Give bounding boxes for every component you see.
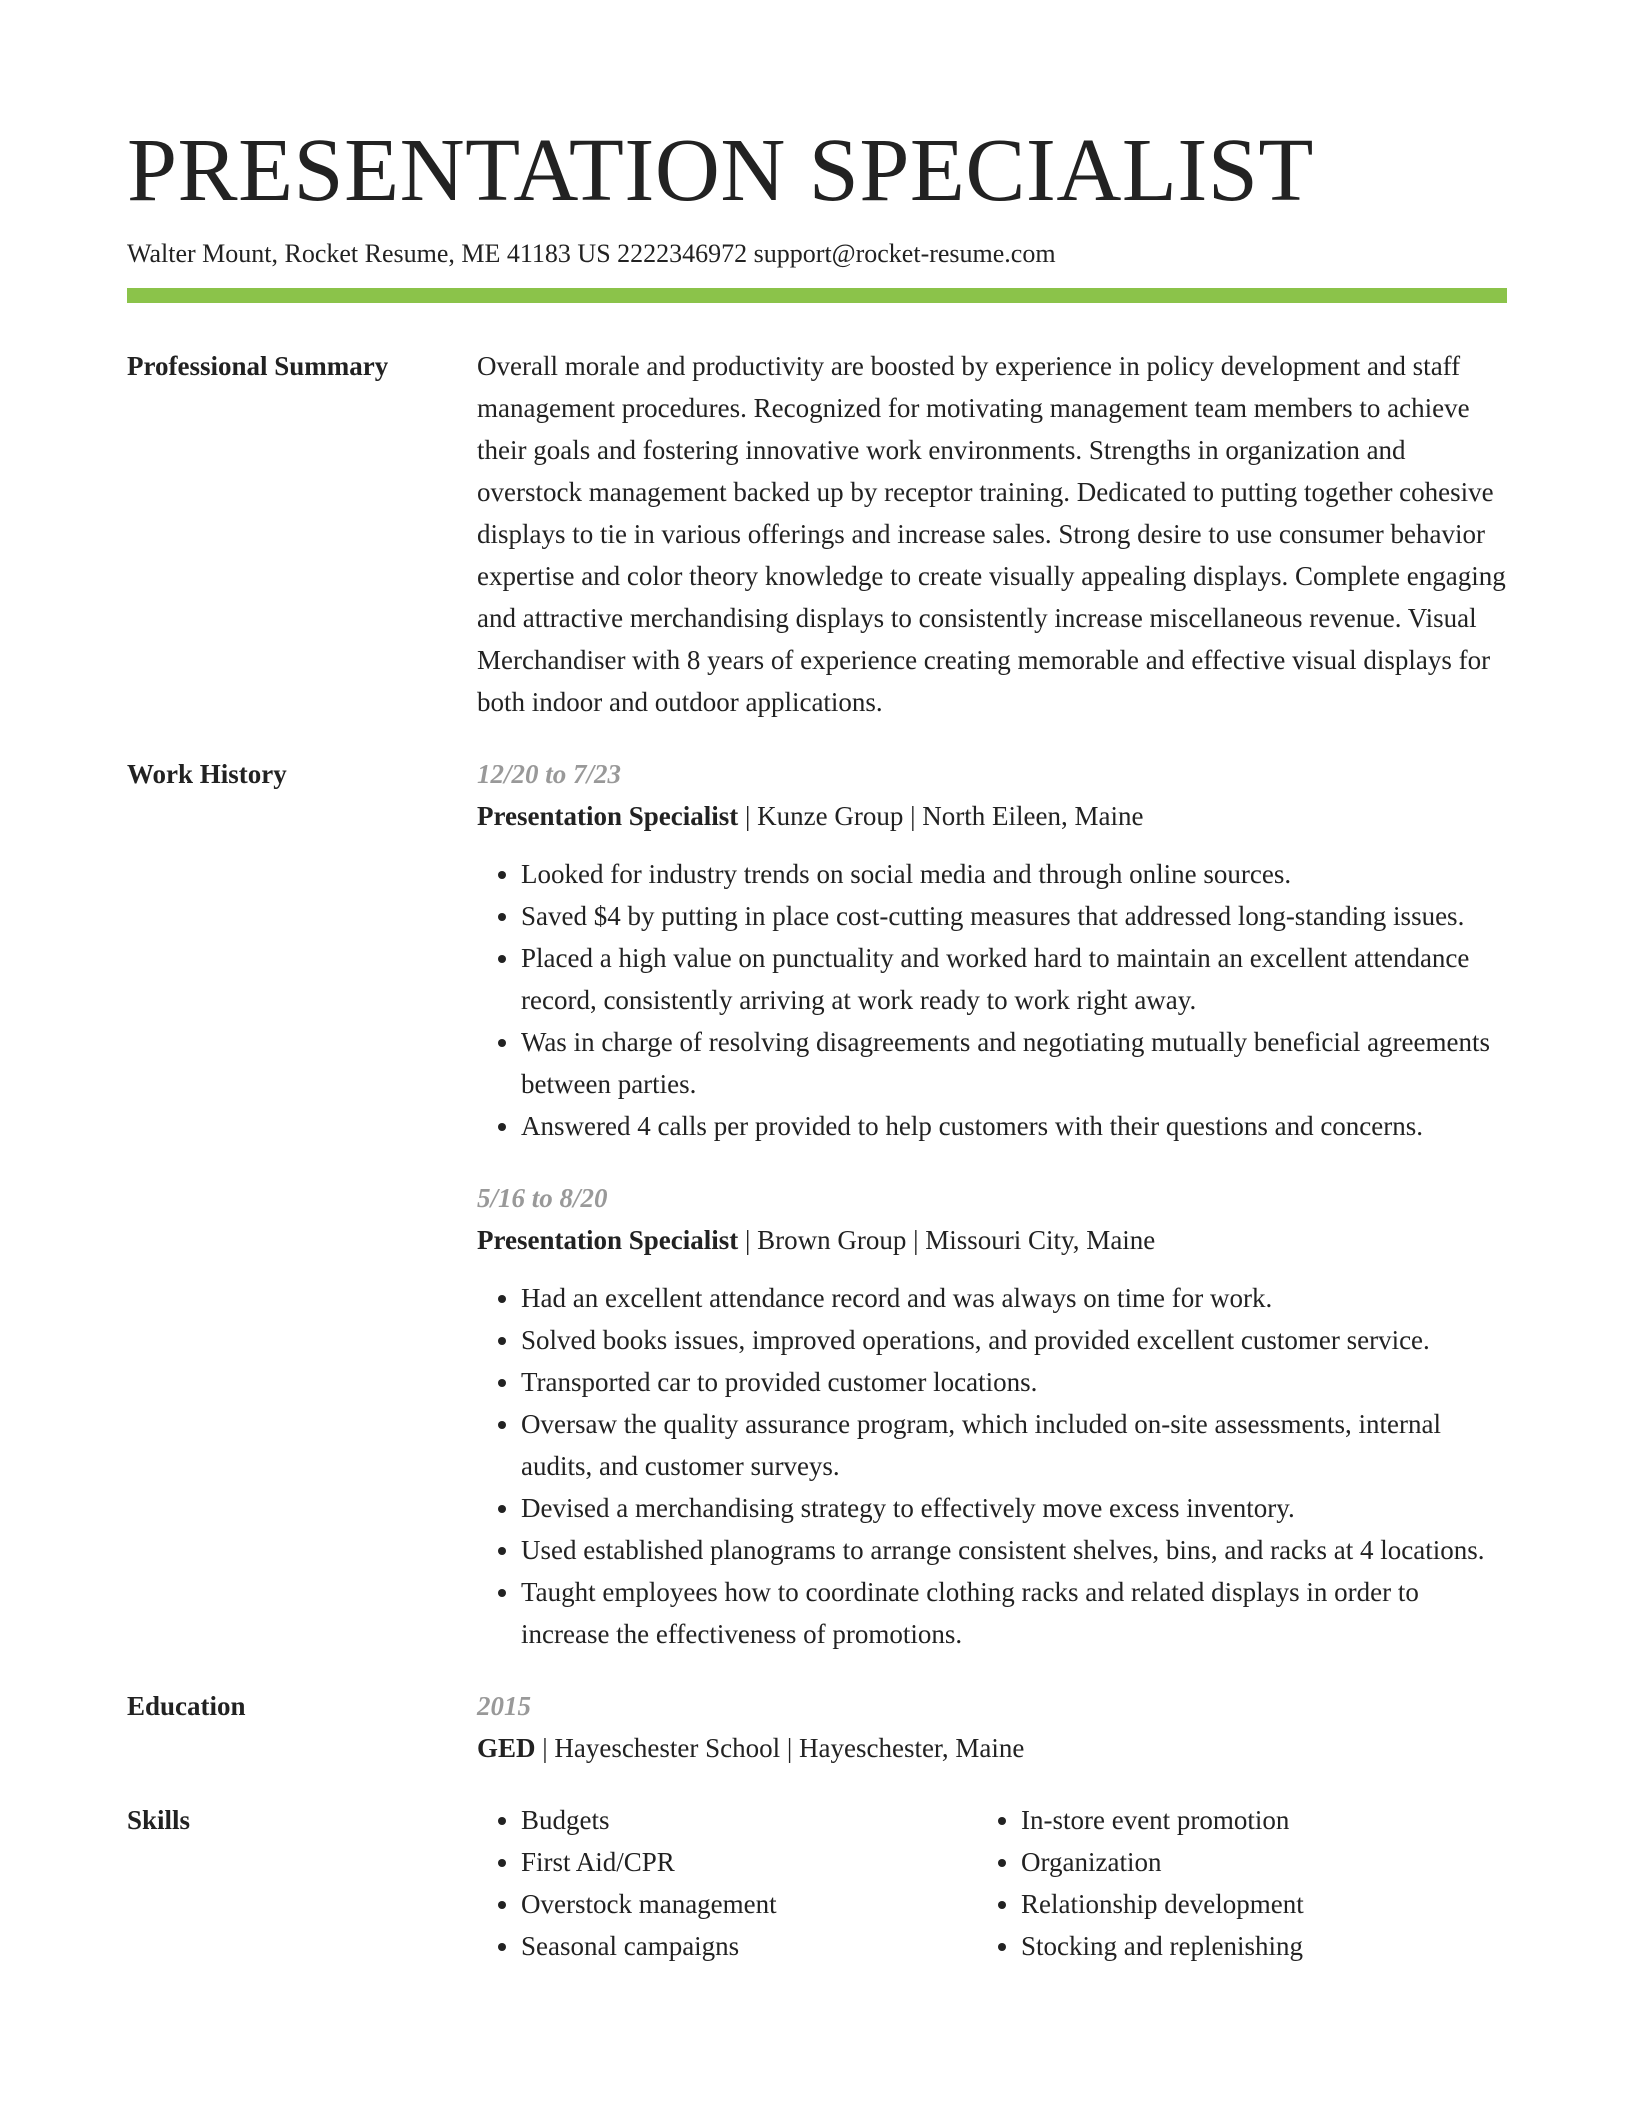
header-divider xyxy=(127,288,1507,303)
job-bullet: • Transported car to provided customer locations. xyxy=(521,1361,1507,1403)
skill-item: • Relationship development xyxy=(1021,1883,1477,1925)
job-bullet: • Saved $4 by putting in place cost-cutting measures that addressed long-standing issues. xyxy=(521,895,1507,937)
skills-list-left xyxy=(477,1799,977,1967)
job-bullet: • Was in charge of resolving disagreements and negotiating mutually beneficial agreements between parties. xyxy=(521,1021,1507,1105)
work-history-body xyxy=(477,753,1507,1655)
education-body xyxy=(477,1685,1507,1769)
job-date: 12/20 to 7/23 xyxy=(477,759,622,789)
work-history-section xyxy=(127,753,1507,1655)
job-bullet: • Taught employees how to coordinate clothing racks and related displays in order to increase the effectiveness of promotions. xyxy=(521,1571,1507,1655)
job-bullet: • Devised a merchandising strategy to effectively move excess inventory. xyxy=(521,1487,1507,1529)
section-heading-education: Education xyxy=(127,1691,246,1721)
skills-column-left xyxy=(477,1799,977,1967)
education-line xyxy=(477,1727,1507,1769)
job-bullet-list xyxy=(477,853,1507,1147)
education-section xyxy=(127,1685,1507,1769)
skill-item: • Stocking and replenishing xyxy=(1021,1925,1477,1967)
job-title: Presentation Specialist xyxy=(477,801,739,831)
resume-title: PRESENTATION SPECIALIST xyxy=(127,121,1314,220)
job-bullet: • Solved books issues, improved operations, and provided excellent customer service. xyxy=(521,1319,1507,1361)
job-bullet-list xyxy=(477,1277,1507,1655)
education-date: 2015 xyxy=(477,1691,531,1721)
job-entry xyxy=(477,1177,1507,1655)
summary-body xyxy=(477,345,1507,723)
job-bullet: • Oversaw the quality assurance program, which included on-site assessments, internal audits, and customer surveys. xyxy=(521,1403,1507,1487)
section-heading-skills: Skills xyxy=(127,1805,191,1835)
job-bullet: • Looked for industry trends on social media and through online sources. xyxy=(521,853,1507,895)
section-heading-summary: Professional Summary xyxy=(127,351,389,381)
summary-section xyxy=(127,345,1507,723)
job-bullet: • Had an excellent attendance record and was always on time for work. xyxy=(521,1277,1507,1319)
skill-item: • Seasonal campaigns xyxy=(521,1925,977,1967)
job-role-line xyxy=(477,1219,1507,1261)
skill-item: • In-store event promotion xyxy=(1021,1799,1477,1841)
skills-section xyxy=(127,1799,1507,1967)
job-bullet: • Used established planograms to arrange consistent shelves, bins, and racks at 4 locations. xyxy=(521,1529,1507,1571)
job-bullet: • Answered 4 calls per provided to help customers with their questions and concerns. xyxy=(521,1105,1507,1147)
job-bullet: • Placed a high value on punctuality and worked hard to maintain an excellent attendance record, consistently arriving at work ready to work right away. xyxy=(521,937,1507,1021)
section-heading-work-history: Work History xyxy=(127,759,287,789)
skill-item: • Overstock management xyxy=(521,1883,977,1925)
skills-list-right xyxy=(977,1799,1477,1967)
education-details: | Hayeschester School | Hayeschester, Maine xyxy=(535,1733,1025,1763)
skill-item: • Budgets xyxy=(521,1799,977,1841)
job-details: | Kunze Group | North Eileen, Maine xyxy=(738,801,1144,831)
job-details: | Brown Group | Missouri City, Maine xyxy=(738,1225,1156,1255)
job-title: Presentation Specialist xyxy=(477,1225,739,1255)
job-entry xyxy=(477,753,1507,1147)
contact-line: Walter Mount, Rocket Resume, ME 41183 US 2222346972 support@rocket-resume.com xyxy=(127,239,1056,268)
job-date: 5/16 to 8/20 xyxy=(477,1183,608,1213)
skills-grid xyxy=(477,1799,1507,1967)
skills-column-right xyxy=(977,1799,1477,1967)
job-role-line xyxy=(477,795,1507,837)
skill-item: • Organization xyxy=(1021,1841,1477,1883)
education-degree: GED xyxy=(477,1733,536,1763)
skills-body xyxy=(477,1799,1507,1967)
skill-item: • First Aid/CPR xyxy=(521,1841,977,1883)
summary-text: Overall morale and productivity are boosted by experience in policy development and staff management procedures. Recognized for motivating management team members to achieve their goals and fostering innovative work environments. Strengths in organization and overstock management backed up by receptor training. Dedicated to putting together cohesive displays to tie in various offerings and increase sales. Strong desire to use consumer behavior expertise and color theory knowledge to create visually appealing displays. Complete engaging and attractive merchandising displays to consistently increase miscellaneous revenue. Visual Merchandiser with 8 years of experience creating memorable and effective visual displays for both indoor and outdoor applications. xyxy=(477,351,1506,717)
